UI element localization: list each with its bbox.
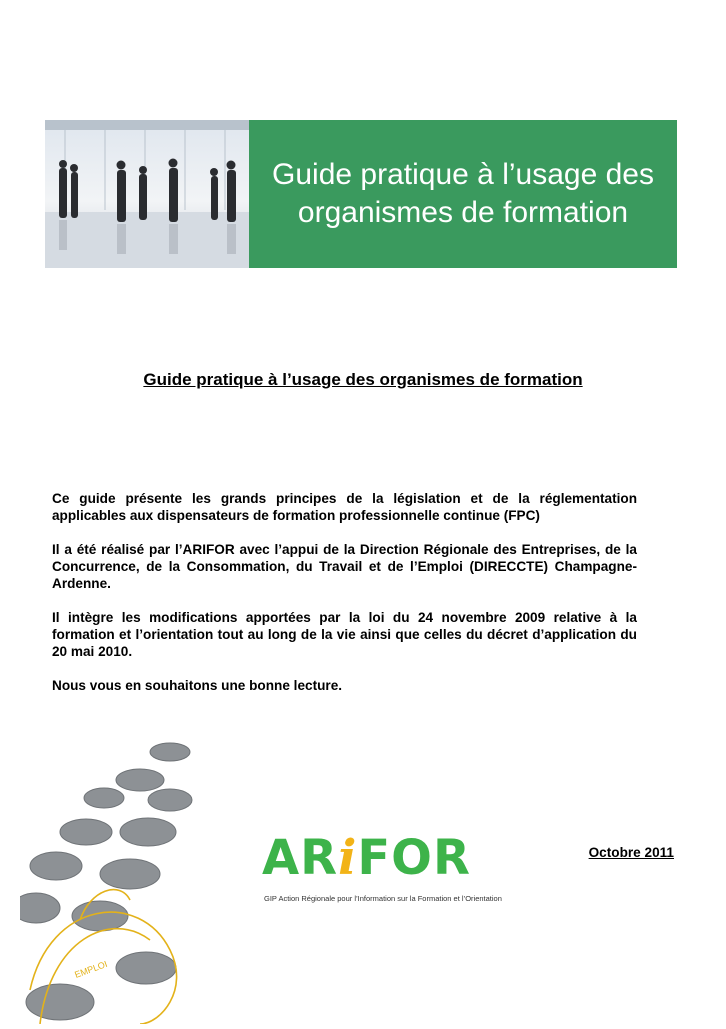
- stones-illustration: [20, 740, 220, 1024]
- intro-text: [52, 490, 637, 711]
- paragraph: Il intègre les modifications apportées par la loi du 24 novembre 2009 relative à la formation et l’orientation tout au long de la vie ainsi que celles du décret d’application du 20 mai 2010.: [52, 610, 637, 659]
- publication-date: Octobre 2011: [588, 845, 674, 860]
- paragraph: Nous vous en souhaitons une bonne lecture.: [52, 678, 343, 693]
- banner-photo: [45, 120, 249, 268]
- paragraph: Il a été réalisé par l’ARIFOR avec l’appui de la Direction Régionale des Entreprises, de la Concurrence, de la Consommation, du Travail et de l’Emploi (DIRECCTE) Champagne-Ardenne.: [52, 542, 637, 591]
- logo-part: AR: [262, 830, 339, 886]
- logo-part: i: [338, 830, 358, 886]
- logo-wordmark: [262, 830, 471, 886]
- stepping-stones-decoration: [20, 740, 220, 1024]
- logo-part: FOR: [357, 830, 471, 886]
- arifor-logo: [262, 830, 522, 910]
- paragraph: Ce guide présente les grands principes de la législation et de la réglementation applicables aux dispensateurs de formation professionnelle continue (FPC): [52, 491, 637, 523]
- decor-word: EMPLOI: [73, 958, 109, 980]
- logo-tagline: GIP Action Régionale pour l’Information sur la Formation et l’Orientation: [264, 894, 502, 903]
- office-people-image: [45, 120, 249, 268]
- page-subtitle: Guide pratique à l’usage des organismes de formation: [143, 370, 583, 389]
- banner-title: Guide pratique à l’usage des organismes de formation: [249, 120, 677, 268]
